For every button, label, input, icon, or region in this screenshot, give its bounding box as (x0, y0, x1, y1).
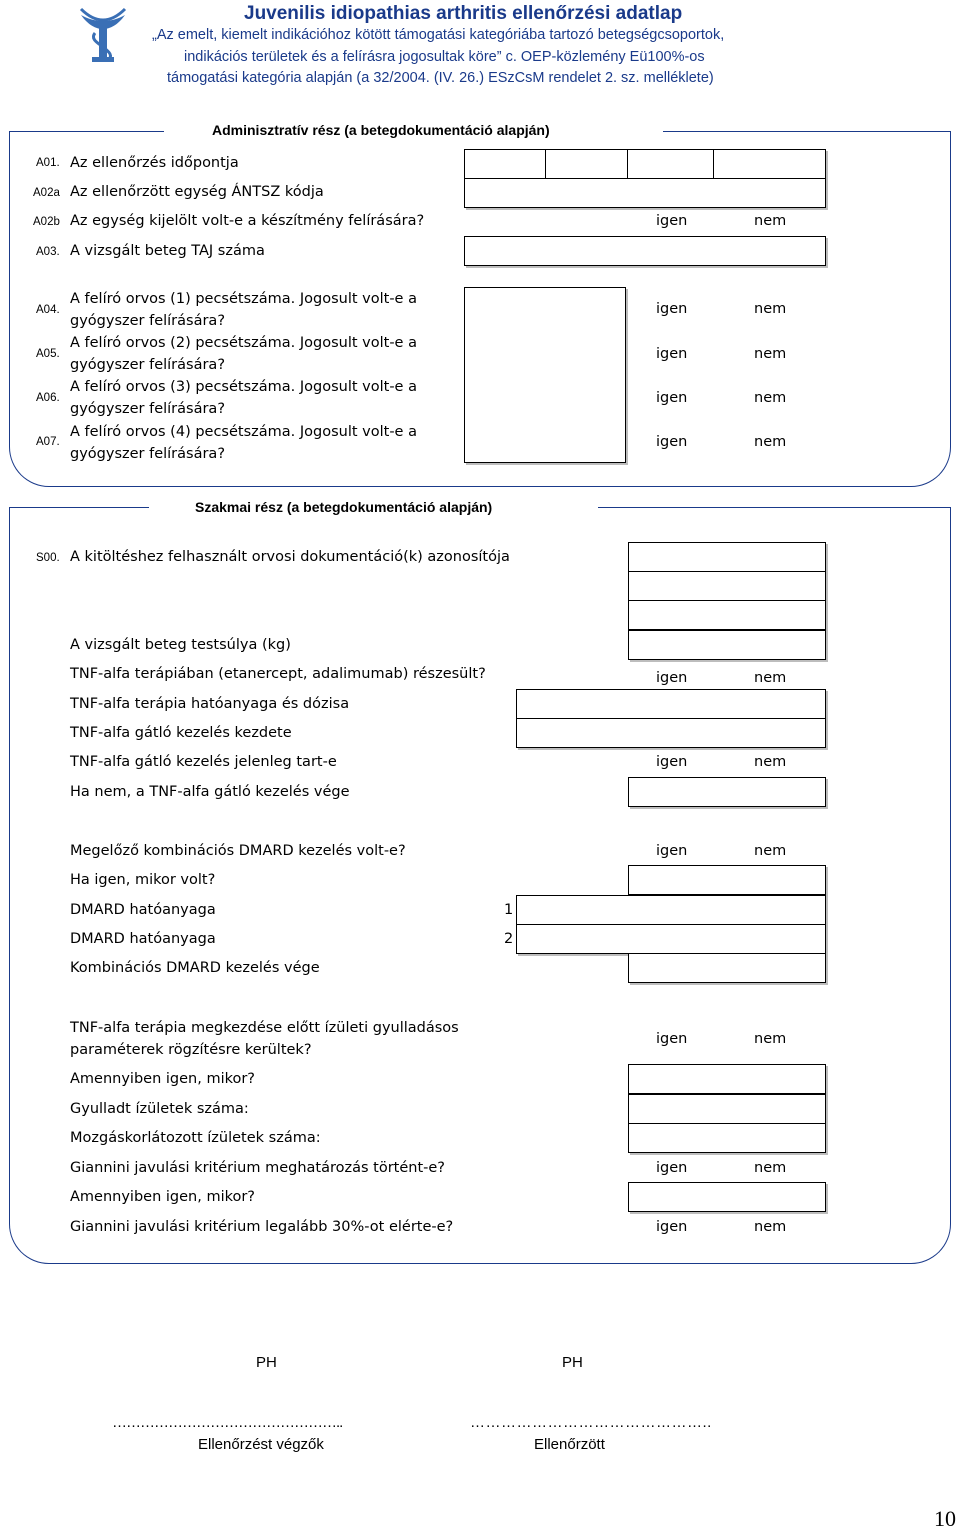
date-field-2[interactable] (545, 149, 628, 179)
doctor-label-line2: gyógyszer felírására? (70, 401, 226, 417)
date-field-3[interactable] (627, 149, 714, 179)
no-option[interactable]: nem (754, 390, 787, 406)
stamp-place-right: PH (562, 1354, 583, 1371)
stamp-place-left: PH (256, 1354, 277, 1371)
documentation-id-field-3[interactable] (628, 600, 826, 630)
joint-params-label-line1: TNF-alfa terápia megkezdése előtt ízületi gyulladásos (70, 1020, 459, 1036)
no-option[interactable]: nem (754, 1219, 787, 1235)
s00-label: A kitöltéshez felhasznált orvosi dokumentáció(k) azonosítója (70, 549, 510, 565)
tnf-start-field[interactable] (516, 718, 826, 748)
doctor-label-line1: A felíró orvos (4) pecsétszáma. Jogosult volt-e a (70, 424, 417, 440)
doctor-label-line1: A felíró orvos (1) pecsétszáma. Jogosult volt-e a (70, 291, 417, 307)
row-code: S00. (36, 552, 60, 564)
joint-when-label: Amennyiben igen, mikor? (70, 1071, 256, 1087)
weight-label: A vizsgált beteg testsúlya (kg) (70, 637, 291, 653)
limited-joints-label: Mozgáskorlátozott ízületek száma: (70, 1130, 321, 1146)
inflamed-joints-field[interactable] (628, 1094, 826, 1124)
giannini-done-label: Giannini javulási kritérium meghatározás történt-e? (70, 1160, 446, 1176)
subtitle-line-3: támogatási kategória alapján (a 32/2004. (IV. 26.) ESzCsM rendelet 2. sz. melléklete) (167, 70, 714, 86)
no-option[interactable]: nem (754, 670, 787, 686)
oep-logo-icon (78, 5, 128, 67)
dmard-num-1: 1 (504, 902, 514, 918)
yes-option[interactable]: igen (656, 434, 688, 450)
yes-option[interactable]: igen (656, 213, 688, 229)
row-code: A07. (36, 436, 60, 448)
doctor-label-line2: gyógyszer felírására? (70, 357, 226, 373)
page-number: 10 (934, 1506, 956, 1531)
no-option[interactable]: nem (754, 1160, 787, 1176)
row-code: A05. (36, 348, 60, 360)
inflamed-joints-label: Gyulladt ízületek száma: (70, 1101, 249, 1117)
date-field-1[interactable] (464, 149, 546, 179)
inspected-label: Ellenőrzött (534, 1436, 605, 1453)
row-code: A04. (36, 304, 60, 316)
tnf-end-label: Ha nem, a TNF-alfa gátló kezelés vége (70, 784, 350, 800)
no-option[interactable]: nem (754, 843, 787, 859)
no-option[interactable]: nem (754, 213, 787, 229)
giannini-30-label: Giannini javulási kritérium legalább 30%-ot elérte-e? (70, 1219, 454, 1235)
row-code: A03. (36, 246, 60, 258)
dmard-when-label: Ha igen, mikor volt? (70, 872, 216, 888)
dmard-agent-2-field[interactable] (516, 924, 826, 954)
tnf-end-field[interactable] (628, 777, 826, 807)
row-label: Az ellenőrzött egység ÁNTSZ kódja (70, 184, 324, 200)
dmard-agent-1-field[interactable] (516, 895, 826, 925)
no-option[interactable]: nem (754, 1031, 787, 1047)
row-code: A02b (33, 216, 60, 228)
dmard-agent-1-label: DMARD hatóanyaga (70, 902, 216, 918)
antsz-code-field[interactable] (464, 178, 826, 208)
yes-option[interactable]: igen (656, 301, 688, 317)
doctor-label-line1: A felíró orvos (2) pecsétszáma. Jogosult volt-e a (70, 335, 417, 351)
no-option[interactable]: nem (754, 434, 787, 450)
doctor-label-line2: gyógyszer felírására? (70, 446, 226, 462)
row-code: A01. (36, 157, 60, 169)
row-code: A06. (36, 392, 60, 404)
date-field-4[interactable] (713, 149, 826, 179)
yes-option[interactable]: igen (656, 390, 688, 406)
tnf-start-label: TNF-alfa gátló kezelés kezdete (70, 725, 292, 741)
tnf-received-label: TNF-alfa terápiában (etanercept, adalimumab) részesült? (70, 666, 486, 682)
yes-option[interactable]: igen (656, 670, 688, 686)
no-option[interactable]: nem (754, 346, 787, 362)
giannini-when-field[interactable] (628, 1182, 826, 1212)
dmard-end-label: Kombinációs DMARD kezelés vége (70, 960, 320, 976)
limited-joints-field[interactable] (628, 1123, 826, 1153)
yes-option[interactable]: igen (656, 843, 688, 859)
joint-params-label-line2: paraméterek rögzítésre kerültek? (70, 1042, 312, 1058)
dmard-when-field[interactable] (628, 865, 826, 895)
yes-option[interactable]: igen (656, 346, 688, 362)
documentation-id-field-2[interactable] (628, 571, 826, 601)
row-code: A02a (33, 187, 60, 199)
yes-option[interactable]: igen (656, 754, 688, 770)
taj-field[interactable] (464, 236, 826, 266)
tnf-ongoing-label: TNF-alfa gátló kezelés jelenleg tart-e (70, 754, 337, 770)
documentation-id-field-1[interactable] (628, 542, 826, 572)
signature-line-left[interactable]: ………………………………………….. (112, 1414, 343, 1431)
tnf-agent-label: TNF-alfa terápia hatóanyaga és dózisa (70, 696, 350, 712)
dmard-end-field[interactable] (628, 953, 826, 983)
yes-option[interactable]: igen (656, 1160, 688, 1176)
dmard-num-2: 2 (504, 931, 514, 947)
signature-line-right[interactable]: ……………………………………….. (470, 1414, 712, 1431)
doctor-label-line1: A felíró orvos (3) pecsétszáma. Jogosult volt-e a (70, 379, 417, 395)
row-label: Az egység kijelölt volt-e a készítmény felírására? (70, 213, 425, 229)
joint-when-field[interactable] (628, 1064, 826, 1094)
professional-section-title: Szakmai rész (a betegdokumentáció alapján) (195, 499, 493, 515)
no-option[interactable]: nem (754, 301, 787, 317)
document-title: Juvenilis idiopathias arthritis ellenőrzési adatlap (244, 3, 683, 24)
no-option[interactable]: nem (754, 754, 787, 770)
yes-option[interactable]: igen (656, 1031, 688, 1047)
subtitle-line-2: indikációs területek és a felírásra jogosultak köre” c. OEP-közlemény Eü100%-os (184, 49, 705, 65)
row-label: A vizsgált beteg TAJ száma (70, 243, 265, 259)
yes-option[interactable]: igen (656, 1219, 688, 1235)
dmard-agent-2-label: DMARD hatóanyaga (70, 931, 216, 947)
subtitle-line-1: „Az emelt, kiemelt indikációhoz kötött támogatási kategóriába tartozó betegségcsoportok, (152, 27, 725, 43)
doctor-label-line2: gyógyszer felírására? (70, 313, 226, 329)
giannini-when-label: Amennyiben igen, mikor? (70, 1189, 256, 1205)
weight-field[interactable] (628, 630, 826, 660)
inspector-label: Ellenőrzést végzők (198, 1436, 324, 1453)
admin-section-title: Adminisztratív rész (a betegdokumentáció alapján) (212, 122, 550, 138)
doctor-stamp-field-1[interactable] (464, 287, 626, 463)
dmard-prior-label: Megelőző kombinációs DMARD kezelés volt-e? (70, 843, 406, 859)
tnf-agent-field[interactable] (516, 689, 826, 719)
row-label: Az ellenőrzés időpontja (70, 155, 239, 171)
